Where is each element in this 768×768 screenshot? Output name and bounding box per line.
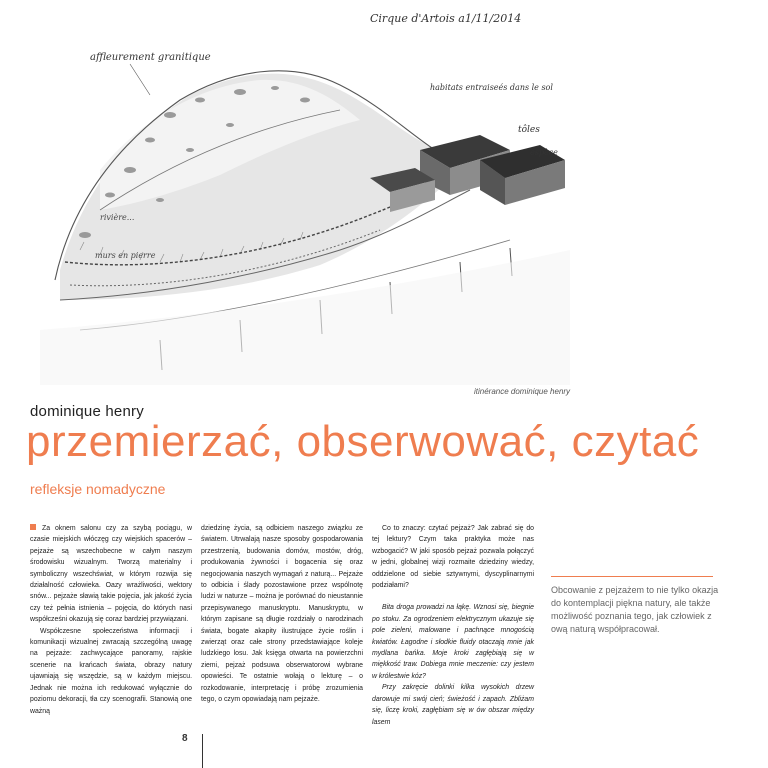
sketch-note-granite: affleurement granitique: [90, 52, 211, 63]
text-column-3: [372, 523, 534, 728]
article-subtitle: refleksje nomadyczne: [30, 481, 166, 497]
text-column-2: [201, 523, 363, 706]
illustration-caption: itinérance dominique henry: [474, 387, 571, 396]
paragraph-text: Za oknem salonu czy za szybą pociągu, w czasie miejskich włóczęg czy wiejskich spacerów – pejzaże są wszechobecne w całym naszym środowisku wizualnym. Tworzą materialny i symboliczny wszechświat, w którym rozwija się działalność człowieka. Oazy wrażliwości, wektory snów... pejzaże sławią takie pojęcia, jak jakość życia czy też pełnia istnienia – pojęcia, do których nasi współcześni okazują się coraz bardziej przywiązani.: [30, 525, 192, 624]
pull-quote-rule: [551, 576, 713, 577]
sketch-note-espece: espèce: [530, 148, 558, 157]
paragraph: Współczesne społeczeństwa informacji i komunikacji wizualnej zwracają szczególną uwagę na pejzaże: zachwycające panoramy, rajskie scenerie na krańcach świata, obrazy natury ujawniają się wszędzie, są w każdym miejscu. Jednak nie można ich redukować wyłącznie do poziomu dekoracji, tła czy scenografii. Stanowią one ważną: [30, 627, 192, 715]
paragraph: Co to znaczy: czytać pejzaż? Jak zabrać się do tej lektury? Czym taka praktyka może nas wzbogacić? W jaki sposób pejzaż pozwala połączyć w jedni, globalnej wizji rozmaite dziedziny wiedzy, oddzielone od siebie sztywnymi, dyscyplinarnymi podziałami?: [372, 525, 534, 590]
sketch-note-date: Cirque d'Artois a1/11/2014: [370, 12, 522, 25]
text-column-1: [30, 523, 192, 717]
paragraph-italic: Bita droga prowadzi na łąkę. Wznosi się, biegnie po stoku. Za ogrodzeniem elektrycznym ukazuje się pole zieleni, malowane i pachnące mnogością kwiatów. Łagodne i słodkie fluidy otaczają mnie jak mydlana bańka. Moje kroki zagłębiają się w miękkość traw. Dobiega mnie meczenie: czy jestem w królestwie kóz?: [372, 604, 534, 680]
author-name: dominique henry: [30, 403, 144, 420]
paragraph-italic: Przy zakręcie dolinki kilka wysokich drzew darowuje mi swój cień; świeżość i zapach. Zbliżam się, liczę kroki, zagłębiam się w ów obszar między lasem: [372, 684, 534, 726]
sketch-note-habitats: habitats entraiseés dans le sol: [430, 83, 553, 92]
paragraph: [30, 523, 192, 626]
sketch-note-river: rivière...: [100, 213, 135, 222]
article-title: przemierzać, obserwować, czytać: [26, 417, 700, 466]
footer-rule: [202, 734, 203, 768]
sketch-note-toles: tôles: [518, 125, 540, 135]
bullet-square-icon: [30, 524, 36, 530]
sketch-note-walls: murs en pierre: [95, 251, 156, 260]
landscape-sketch-illustration: [40, 0, 570, 385]
paragraph: dziedzinę życia, są odbiciem naszego związku ze światem. Utrwalają nasze sposoby gospodarowania przestrzenią, budowania domów, mostów, dróg, produkowania żywności i bogacenia się oraz negocjowania naszych wymagań z naturą... Pejzaże to odbicia i ślady pozostawione przez wspólnotę ludzi w naturze – można je porównać do nieustannie przepisywanego manuskryptu. Manuskryptu, w którym zapisane są długie rozdziały o narodzinach świata, bogate akapity ilustrujące życie roślin i zwierząt oraz całe strony przedstawiające koleje ludzkiego losu. Jak księga otwarta na powierzchni ziemi, pejzaż podsuwa obserwatorowi wybrane opowieści. Te ostatnie wołają o lekturę – o rozkodowanie, interpretację i próbę zrozumienia tego, o czym opowiadają nam pejzaże.: [201, 525, 363, 704]
page-number: 8: [182, 733, 188, 744]
pull-quote: Obcowanie z pejzażem to nie tylko okazja do kontemplacji piękna natury, ale także możliwość poznania tego, jak człowiek z ową naturą współpracował.: [551, 585, 719, 634]
